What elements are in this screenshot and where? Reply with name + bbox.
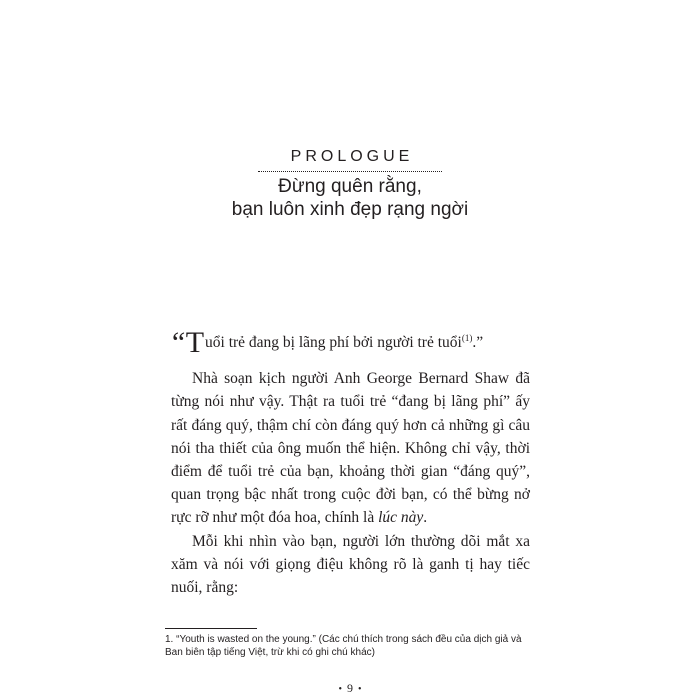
quote-first-letter: T: [185, 326, 205, 359]
paragraph-1-emphasis: lúc này: [378, 509, 424, 527]
body-text: [171, 328, 530, 599]
paragraph-1: [171, 367, 530, 529]
page-number-dot-left: •: [338, 684, 342, 695]
dotted-divider: [258, 171, 442, 172]
paragraph-2: Mỗi khi nhìn vào bạn, người lớn thường dõi mắt xa xăm và nói với giọng điệu không rõ là ganh tị hay tiếc nuối, rằng:: [171, 532, 530, 597]
page-number-block: [0, 681, 700, 697]
page-number: 9: [347, 681, 353, 695]
paragraph-1-end: .: [423, 509, 428, 527]
page-number-dot-right: •: [358, 684, 362, 695]
chapter-heading: [0, 146, 700, 221]
quote-close: .”: [472, 334, 484, 351]
chapter-title-line-2: bạn luôn xinh đẹp rạng ngời: [231, 199, 469, 220]
chapter-title: [0, 175, 700, 221]
quote-text: uổi trẻ đang bị lãng phí bởi người trẻ tuổi: [205, 334, 462, 351]
open-quote-mark: “: [169, 326, 186, 359]
footnote-reference[interactable]: (1): [461, 332, 473, 343]
footnote-rule: [165, 628, 257, 629]
paragraph-1-text: Nhà soạn kịch người Anh George Bernard Shaw đã từng nói như vậy. Thật ra tuổi trẻ “đang bị lãng phí” ấy rất đáng quý, thậm chí còn đáng quý hơn cả những gì câu nói tha thiết của ông muốn thể hiện. Không chỉ vậy, thời điểm để tuổi trẻ của bạn, khoảng thời gian “đáng quý”, quan trọng bậc nhất trong cuộc đời bạn, có thể bừng nở rực rỡ như một đóa hoa, chính là: [171, 370, 530, 527]
chapter-label: PROLOGUE: [290, 148, 414, 165]
footnote: 1. “Youth is wasted on the young.” (Các chú thích trong sách đều của dịch giả và Ban biên tập tiếng Việt, trừ khi có ghi chú khác): [165, 634, 522, 658]
opening-quote: [169, 326, 530, 359]
chapter-title-line-1: Đừng quên rằng,: [278, 176, 422, 197]
